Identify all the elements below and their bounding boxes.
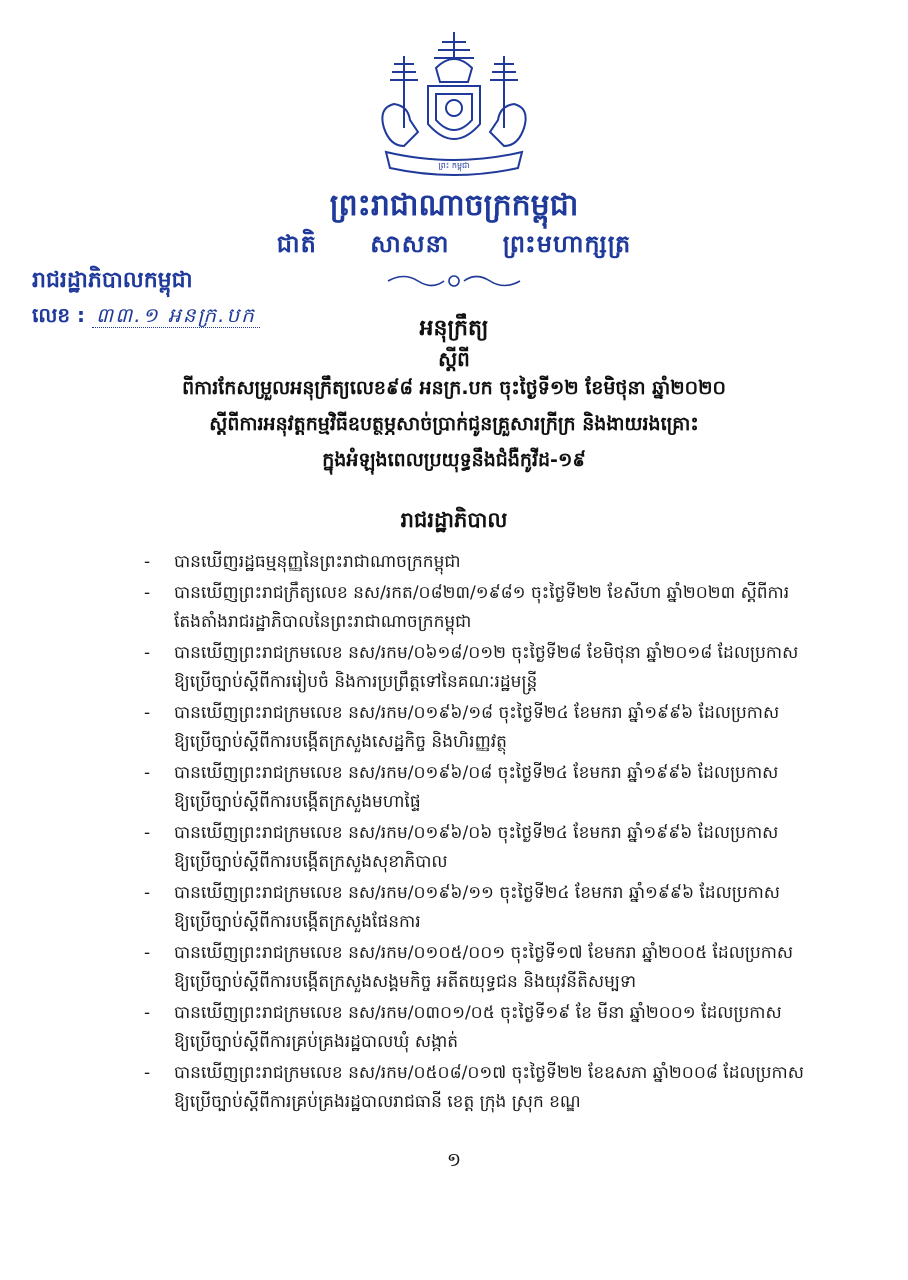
kingdom-title: ព្រះរាជាណាចក្រកម្ពុជា <box>329 188 579 223</box>
list-item: - បានឃើញព្រះរាជក្រមលេខ នស/រកម/០៦១៨/០១២ ចុះថ្ងៃទី២៨ ខែមិថុនា ឆ្នាំ២០១៨ ដែលប្រកាស ឱ្យប្រើច្បាប់ស្តីពីការរៀបចំ និងការប្រព្រឹត្តទៅនៃគណៈរដ្ឋមន្ត្រី <box>142 639 862 697</box>
motto-nation: ជាតិ <box>276 230 317 258</box>
royal-emblem-icon <box>364 28 544 180</box>
list-item: - បានឃើញព្រះរាជក្រមលេខ នស/រកម/០១៩៦/១១ ចុះថ្ងៃទី២៤ ខែមករា ឆ្នាំ១៩៩៦ ដែលប្រកាស ឱ្យប្រើច្បាប់ស្តីពីការបង្កើតក្រសួងផែនការ <box>142 879 862 937</box>
title-line-1: ពីការកែសម្រួលអនុក្រឹត្យលេខ៩៨ អនក្រ.បក ចុះថ្ងៃទី១២ ខែមិថុនា ឆ្នាំ២០២០ <box>182 377 726 399</box>
item-line-1: បានឃើញព្រះរាជក្រមលេខ នស/រកម/០៦១៨/០១២ ចុះថ្ងៃទី២៨ ខែមិថុនា ឆ្នាំ២០១៨ ដែលប្រកាស <box>174 643 799 663</box>
item-line-1: បានឃើញព្រះរាជក្រមលេខ នស/រកម/០១៩៦/០៦ ចុះថ្ងៃទី២៤ ខែមករា ឆ្នាំ១៩៩៦ ដែលប្រកាស <box>174 823 779 843</box>
title-line-3: ក្នុងអំឡុងពេលប្រយុទ្ធនឹងជំងឺកូវីដ-១៩ <box>322 449 586 471</box>
list-item: - បានឃើញព្រះរាជក្រឹត្យលេខ នស/រកត/០៨២៣/១៩៨១ ចុះថ្ងៃទី២២ ខែសីហា ឆ្នាំ២០២៣ ស្តីពីការ តែងតាំងរាជរដ្ឋាភិបាលនៃព្រះរាជាណាចក្រកម្ពុជា <box>142 579 862 637</box>
motto-king: ព្រះមហាក្សត្រ <box>502 230 632 258</box>
item-line-2: ឱ្យប្រើច្បាប់ស្តីពីការបង្កើតក្រសួងសង្គមកិច្ច អតីតយុទ្ធជន និងយុវនីតិសម្បទា <box>174 972 637 992</box>
item-line-2: ឱ្យប្រើច្បាប់ស្តីពីការបង្កើតក្រសួងមហាផ្ទៃ <box>174 792 421 812</box>
emblem-banner-text: ព្រះ កម្ពុជា <box>438 161 470 170</box>
government-name: រាជរដ្ឋាភិបាលកម្ពុជា <box>32 268 193 293</box>
item-line-1: បានឃើញព្រះរាជក្រមលេខ នស/រកម/០១៩៦/១៨ ចុះថ្ងៃទី២៤ ខែមករា ឆ្នាំ១៩៩៦ ដែលប្រកាស <box>174 703 780 723</box>
item-line-1: បានឃើញព្រះរាជក្រមលេខ នស/រកម/០១០៥/០០១ ចុះថ្ងៃទី១៧ ខែមករា ឆ្នាំ២០០៥ ដែលប្រកាស <box>174 943 794 963</box>
motto-religion: សាសនា <box>370 230 450 258</box>
item-line-2: ឱ្យប្រើច្បាប់ស្តីពីការរៀបចំ និងការប្រព្រឹត្តទៅនៃគណៈរដ្ឋមន្ត្រី <box>174 672 538 692</box>
item-line-2: តែងតាំងរាជរដ្ឋាភិបាលនៃព្រះរាជាណាចក្រកម្ពុជា <box>174 612 472 632</box>
document-type: អនុក្រឹត្យ <box>419 316 489 341</box>
item-line-1: បានឃើញព្រះរាជក្រមលេខ នស/រកម/០៣០១/០៥ ចុះថ្ងៃទី១៩ ខែ មីនា ឆ្នាំ២០០១ ដែលប្រកាស <box>174 1003 782 1023</box>
item-line-1: បានឃើញព្រះរាជក្រមលេខ នស/រកម/០១៩៦/០៨ ចុះថ្ងៃទី២៤ ខែមករា ឆ្នាំ១៩៩៦ ដែលប្រកាស <box>174 763 779 783</box>
list-item: - បានឃើញព្រះរាជក្រមលេខ នស/រកម/០១៩៦/០៦ ចុះថ្ងៃទី២៤ ខែមករា ឆ្នាំ១៩៩៦ ដែលប្រកាស ឱ្យប្រើច្បាប់ស្តីពីការបង្កើតក្រសួងសុខាភិបាល <box>142 819 862 877</box>
item-line-1: បានឃើញព្រះរាជក្រឹត្យលេខ នស/រកត/០៨២៣/១៩៨១ ចុះថ្ងៃទី២២ ខែសីហា ឆ្នាំ២០២៣ ស្តីពីការ <box>174 583 790 603</box>
item-line-1: បានឃើញព្រះរាជក្រមលេខ នស/រកម/០១៩៦/១១ ចុះថ្ងៃទី២៤ ខែមករា ឆ្នាំ១៩៩៦ ដែលប្រកាស <box>174 883 780 903</box>
number-label: លេខ : <box>32 303 86 327</box>
body-heading: រាជរដ្ឋាភិបាល <box>400 508 508 532</box>
list-item: - បានឃើញព្រះរាជក្រមលេខ នស/រកម/០១០៥/០០១ ចុះថ្ងៃទី១៧ ខែមករា ឆ្នាំ២០០៥ ដែលប្រកាស ឱ្យប្រើច្បាប់ស្តីពីការបង្កើតក្រសួងសង្គមកិច្ច អតីតយុទ្ធជន និងយុវនីតិសម្បទា <box>142 939 862 997</box>
page-number: ១ <box>446 1149 462 1171</box>
national-motto <box>0 229 908 264</box>
about-label: ស្តីពី <box>438 347 470 371</box>
list-item: - បានឃើញព្រះរាជក្រមលេខ នស/រកម/០១៩៦/០៨ ចុះថ្ងៃទី២៤ ខែមករា ឆ្នាំ១៩៩៦ ដែលប្រកាស ឱ្យប្រើច្បាប់ស្តីពីការបង្កើតក្រសួងមហាផ្ទៃ <box>142 759 862 817</box>
item-line-2: ឱ្យប្រើច្បាប់ស្តីពីការបង្កើតក្រសួងសុខាភិបាល <box>174 852 448 872</box>
item-line-2: ឱ្យប្រើច្បាប់ស្តីពីការបង្កើតក្រសួងផែនការ <box>174 912 421 932</box>
item-line-1: បានឃើញព្រះរាជក្រមលេខ នស/រកម/០៥០៨/០១៧ ចុះថ្ងៃទី២២ ខែឧសភា ឆ្នាំ២០០៨ ដែលប្រកាស <box>174 1063 804 1083</box>
item-line-2: ឱ្យប្រើច្បាប់ស្តីពីការគ្រប់គ្រងរដ្ឋបាលរាជធានី ខេត្ត ក្រុង ស្រុក ខណ្ឌ <box>174 1092 581 1112</box>
list-item: - បានឃើញព្រះរាជក្រមលេខ នស/រកម/០៣០១/០៥ ចុះថ្ងៃទី១៩ ខែ មីនា ឆ្នាំ២០០១ ដែលប្រកាស ឱ្យប្រើច្បាប់ស្តីពីការគ្រប់គ្រងរដ្ឋបាលឃុំ សង្កាត់ <box>142 999 862 1057</box>
item-line-2: ឱ្យប្រើច្បាប់ស្តីពីការគ្រប់គ្រងរដ្ឋបាលឃុំ សង្កាត់ <box>174 1032 459 1052</box>
list-item: - បានឃើញព្រះរាជក្រមលេខ នស/រកម/០៥០៨/០១៧ ចុះថ្ងៃទី២២ ខែឧសភា ឆ្នាំ២០០៨ ដែលប្រកាស ឱ្យប្រើច្បាប់ស្តីពីការគ្រប់គ្រងរដ្ឋបាលរាជធានី ខេត្ត ក្រុង ស្រុក ខណ្ឌ <box>142 1059 862 1117</box>
item-line-1: បានឃើញរដ្ឋធម្មនុញ្ញនៃព្រះរាជាណាចក្រកម្ពុជា <box>174 552 461 572</box>
item-line-2: ឱ្យប្រើច្បាប់ស្តីពីការបង្កើតក្រសួងសេដ្ឋកិច្ច និងហិរញ្ញវត្ថុ <box>174 732 507 752</box>
title-line-2: ស្តីពីការអនុវត្តកម្មវិធីឧបត្ថម្ភសាច់ប្រាក់ជូនគ្រួសារក្រីក្រ និងងាយរងគ្រោះ <box>209 413 699 435</box>
number-value: ៣៣.១ អនក្រ.បក <box>92 303 260 328</box>
preamble-list <box>142 548 862 1119</box>
decorative-divider-icon <box>384 270 524 292</box>
list-item: - បានឃើញព្រះរាជក្រមលេខ នស/រកម/០១៩៦/១៨ ចុះថ្ងៃទី២៤ ខែមករា ឆ្នាំ១៩៩៦ ដែលប្រកាស ឱ្យប្រើច្បាប់ស្តីពីការបង្កើតក្រសួងសេដ្ឋកិច្ច និងហិរញ្ញវត្ថុ <box>142 699 862 757</box>
list-item: - បានឃើញរដ្ឋធម្មនុញ្ញនៃព្រះរាជាណាចក្រកម្ពុជា <box>144 552 461 572</box>
